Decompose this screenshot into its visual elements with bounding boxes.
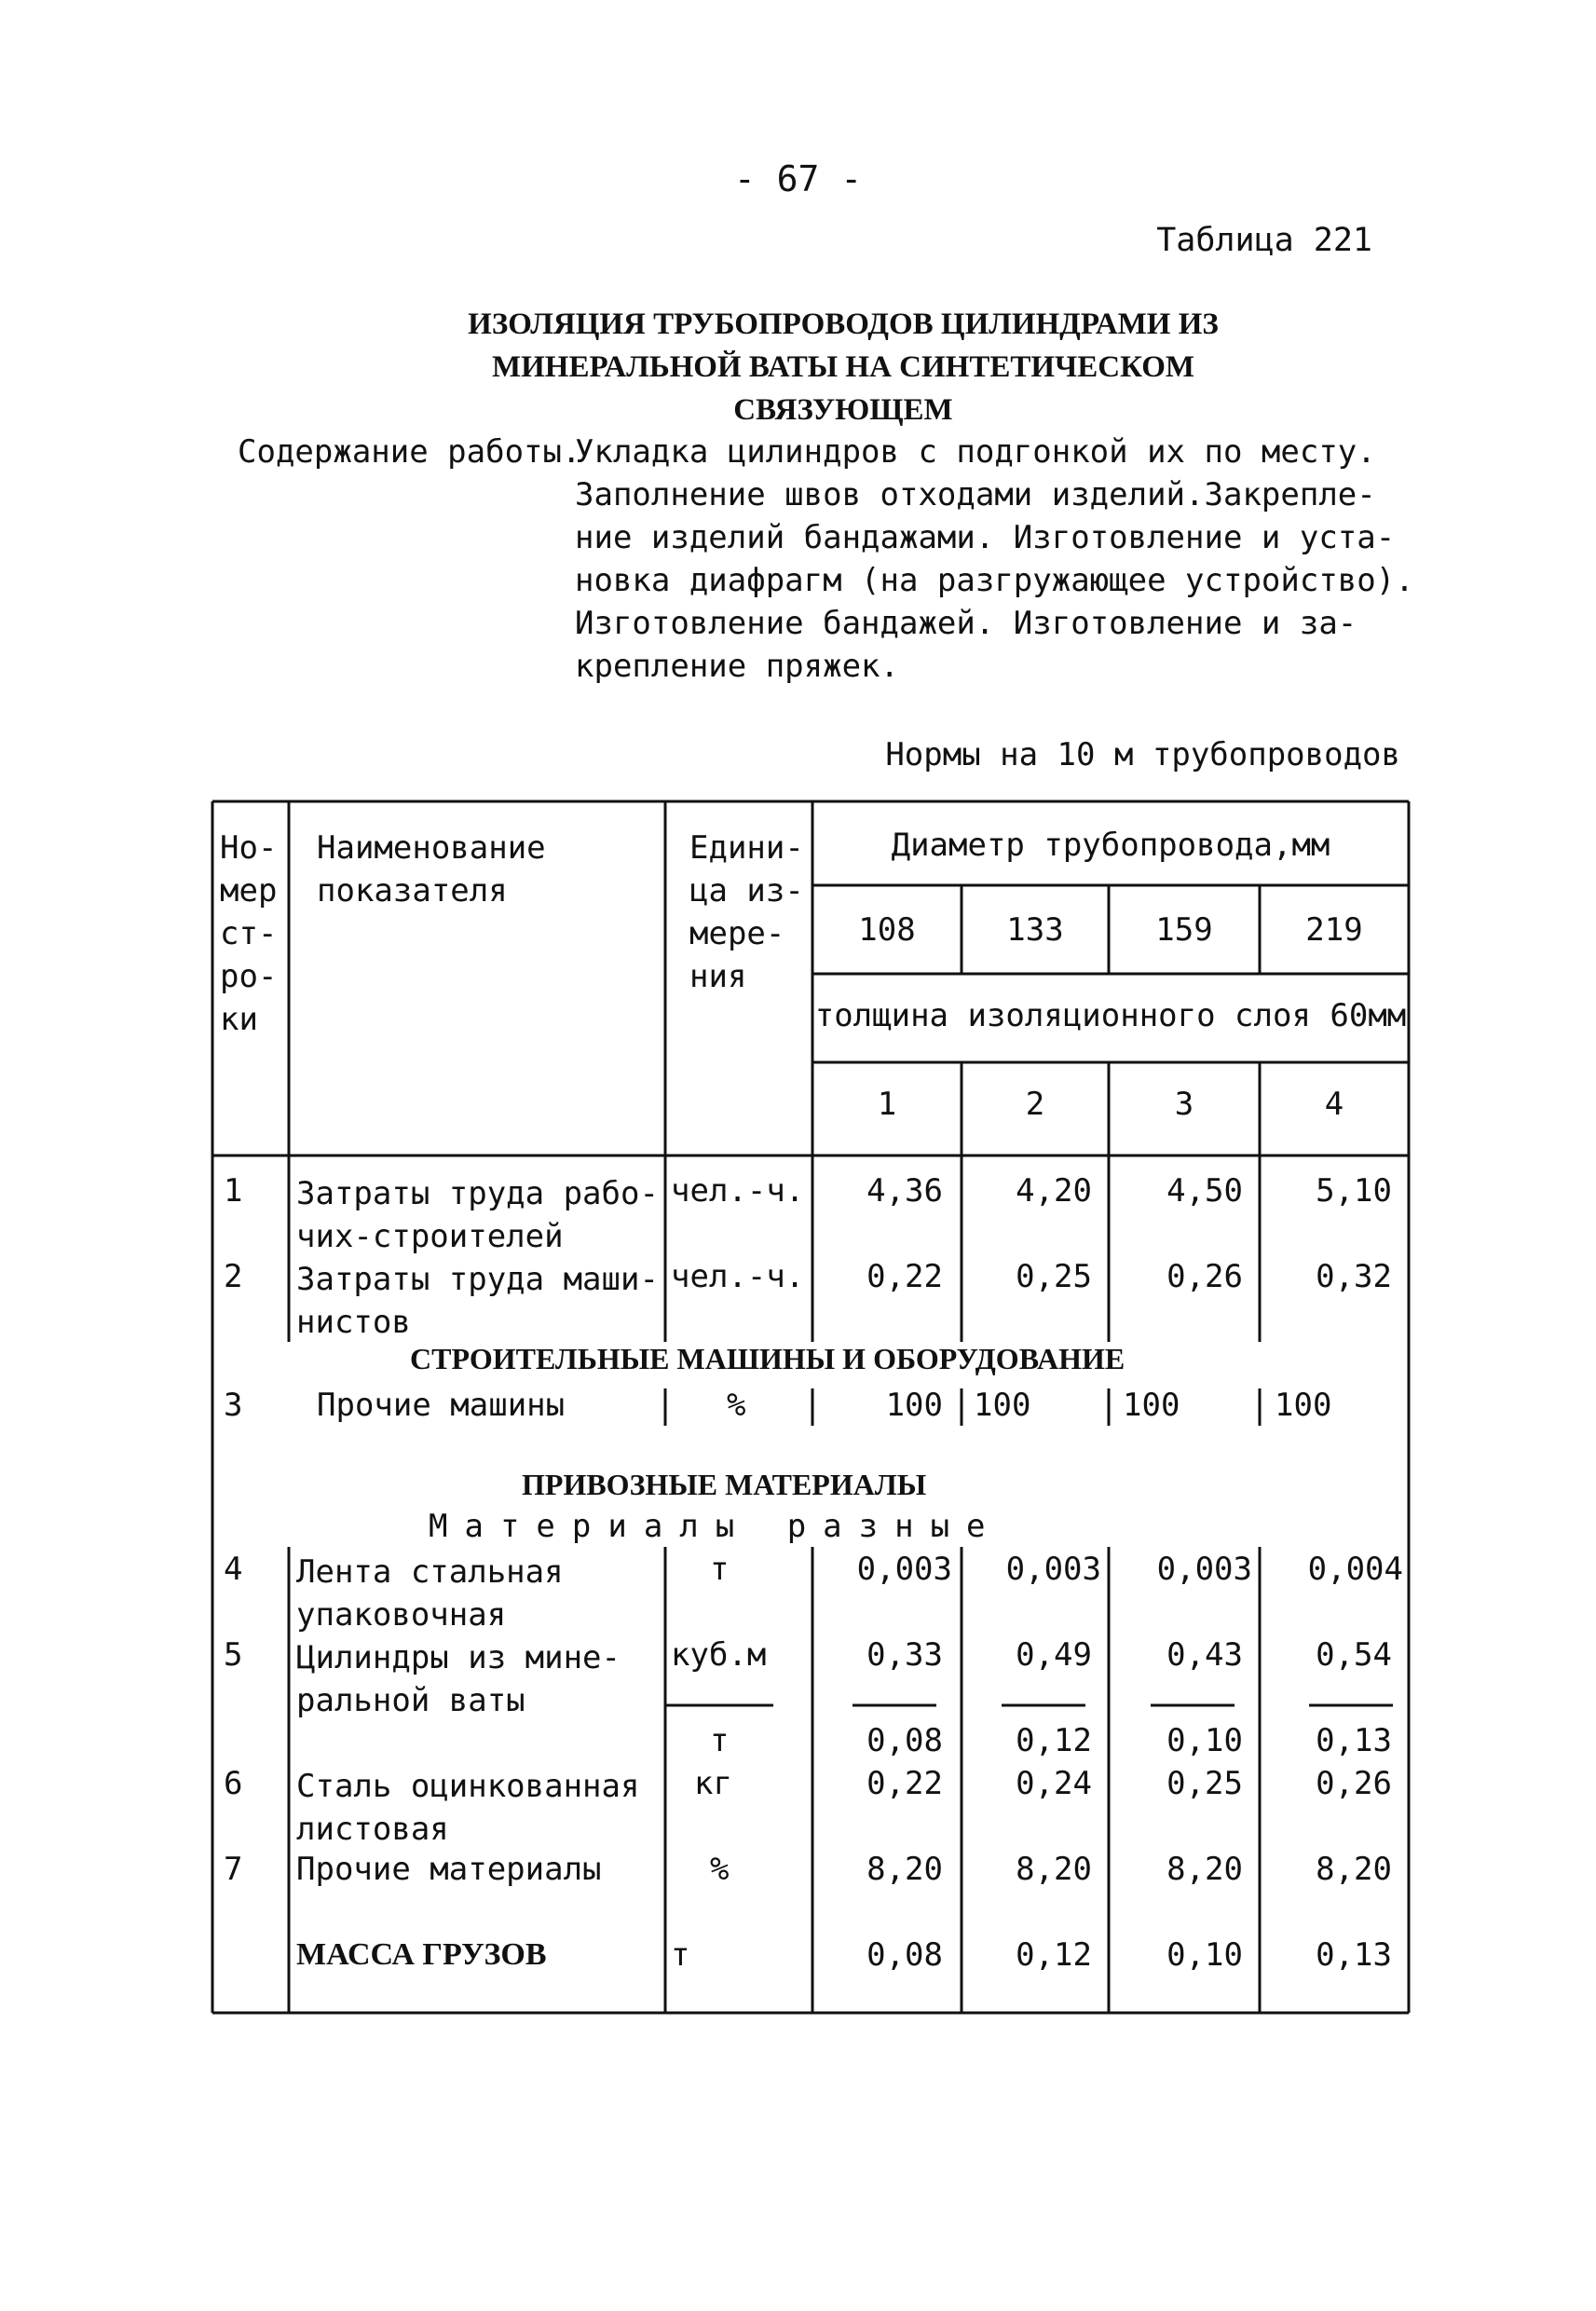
header-col-number: 3 (1174, 1086, 1194, 1123)
row-value: 4,50 (1166, 1172, 1243, 1210)
work-line: Изготовление бандажей. Изготовление и за- (575, 605, 1357, 642)
row-value: 0,49 (1016, 1636, 1092, 1674)
mass-row-value: 0,08 (866, 1936, 943, 1974)
row-value: 0,003 (856, 1551, 952, 1588)
row-number: 4 (224, 1551, 243, 1588)
row-value: 0,003 (1156, 1551, 1252, 1588)
header-row-number: Но- мер ст- ро- ки (220, 829, 278, 1038)
row-value: 8,20 (1016, 1851, 1092, 1888)
work-line: Укладка цилиндров с подгонкой их по месту. (575, 433, 1376, 471)
mass-row-value: 0,13 (1316, 1936, 1392, 1974)
row-value: 0,24 (1016, 1765, 1092, 1802)
row-value: 0,25 (1016, 1258, 1092, 1295)
row-value: 100 (974, 1387, 1031, 1424)
header-indicator-name: Наименование показателя (317, 829, 546, 909)
row-unit: т (710, 1722, 730, 1759)
work-line: новка диафрагм (на разгружающее устройство). (575, 562, 1414, 599)
row-value: 100 (1123, 1387, 1180, 1424)
mass-row-unit: т (671, 1936, 690, 1974)
row-number: 5 (224, 1636, 243, 1674)
row-value: 5,10 (1316, 1172, 1392, 1210)
row-name: Прочие материалы (296, 1851, 602, 1888)
row-name: Лента стальная упаковочная (296, 1553, 564, 1634)
title-line: ИЗОЛЯЦИЯ ТРУБОПРОВОДОВ ЦИЛИНДРАМИ ИЗ (468, 308, 1219, 341)
title-line: СВЯЗУЮЩЕМ (733, 393, 953, 427)
row-number: 6 (224, 1765, 243, 1802)
row-value: 0,22 (866, 1765, 943, 1802)
row-unit: куб.м (671, 1636, 767, 1674)
row-value: 0,26 (1166, 1258, 1243, 1295)
row-name: Цилиндры из мине- ральной ваты (296, 1639, 621, 1719)
row-number: 1 (224, 1172, 243, 1210)
header-diameter: 159 (1155, 911, 1213, 949)
row-value: 8,20 (866, 1851, 943, 1888)
document-title (401, 303, 1286, 431)
row-value: 4,36 (866, 1172, 943, 1210)
norms-note: Нормы на 10 м трубопроводов (885, 736, 1400, 773)
row-value: 0,13 (1316, 1722, 1392, 1759)
table-label: Таблица 221 (1156, 222, 1372, 259)
row-value: 4,20 (1016, 1172, 1092, 1210)
row-value: 0,003 (1005, 1551, 1101, 1588)
work-line: Заполнение швов отходами изделий.Закрепле- (575, 476, 1376, 513)
row-value: 0,004 (1307, 1551, 1403, 1588)
row-value: 0,32 (1316, 1258, 1392, 1295)
work-line: крепление пряжек. (575, 648, 899, 685)
header-diameter: 108 (858, 911, 916, 949)
row-value: 0,54 (1316, 1636, 1392, 1674)
row-value: 0,12 (1016, 1722, 1092, 1759)
header-col-number: 2 (1025, 1086, 1045, 1123)
row-unit: кг (694, 1765, 732, 1802)
work-label: Содержание работы. (238, 433, 581, 471)
mass-row-value: 0,12 (1016, 1936, 1092, 1974)
mass-row-value: 0,10 (1166, 1936, 1243, 1974)
row-value: 100 (1275, 1387, 1332, 1424)
work-line: ние изделий бандажами. Изготовление и уста- (575, 519, 1396, 556)
row-value: 0,26 (1316, 1765, 1392, 1802)
row-number: 7 (224, 1851, 243, 1888)
row-unit: % (710, 1851, 730, 1888)
header-thickness: толщина изоляционного слоя 60мм (814, 997, 1407, 1034)
page-number: - 67 - (733, 158, 863, 199)
mass-row-name: МАССА ГРУЗОВ (296, 1937, 547, 1972)
row-name: Прочие машины (317, 1387, 566, 1424)
header-col-number: 4 (1324, 1086, 1344, 1123)
row-value: 100 (885, 1387, 943, 1424)
section-heading-materials: ПРИВОЗНЫЕ МАТЕРИАЛЫ (522, 1468, 927, 1501)
title-line: МИНЕРАЛЬНОЙ ВАТЫ НА СИНТЕТИЧЕСКОМ (491, 350, 1195, 384)
row-name: Затраты труда рабо- чих-строителей (296, 1175, 659, 1255)
header-diameter: 219 (1305, 911, 1363, 949)
subsection-heading: Материалы разные (429, 1508, 1003, 1545)
row-value: 8,20 (1316, 1851, 1392, 1888)
row-name: Затраты труда маши- нистов (296, 1261, 659, 1341)
header-col-number: 1 (877, 1086, 897, 1123)
header-diameter-title: Диаметр трубопровода,мм (891, 827, 1330, 864)
row-value: 0,22 (866, 1258, 943, 1295)
row-value: 8,20 (1166, 1851, 1243, 1888)
header-unit: Едини- ца из- мере- ния (689, 829, 804, 995)
row-value: 0,33 (866, 1636, 943, 1674)
row-unit: т (710, 1551, 730, 1588)
row-value: 0,08 (866, 1722, 943, 1759)
row-value: 0,43 (1166, 1636, 1243, 1674)
section-heading-machines: СТРОИТЕЛЬНЫЕ МАШИНЫ И ОБОРУДОВАНИЕ (410, 1342, 1125, 1375)
row-unit: чел.-ч. (671, 1258, 805, 1295)
row-name: Сталь оцинкованная листовая (296, 1768, 640, 1848)
row-unit: чел.-ч. (671, 1172, 805, 1210)
header-diameter: 133 (1006, 911, 1064, 949)
row-value: 0,10 (1166, 1722, 1243, 1759)
row-value: 0,25 (1166, 1765, 1243, 1802)
work-description (575, 431, 1414, 688)
row-unit: % (727, 1387, 746, 1424)
row-number: 3 (224, 1387, 243, 1424)
row-number: 2 (224, 1258, 243, 1295)
